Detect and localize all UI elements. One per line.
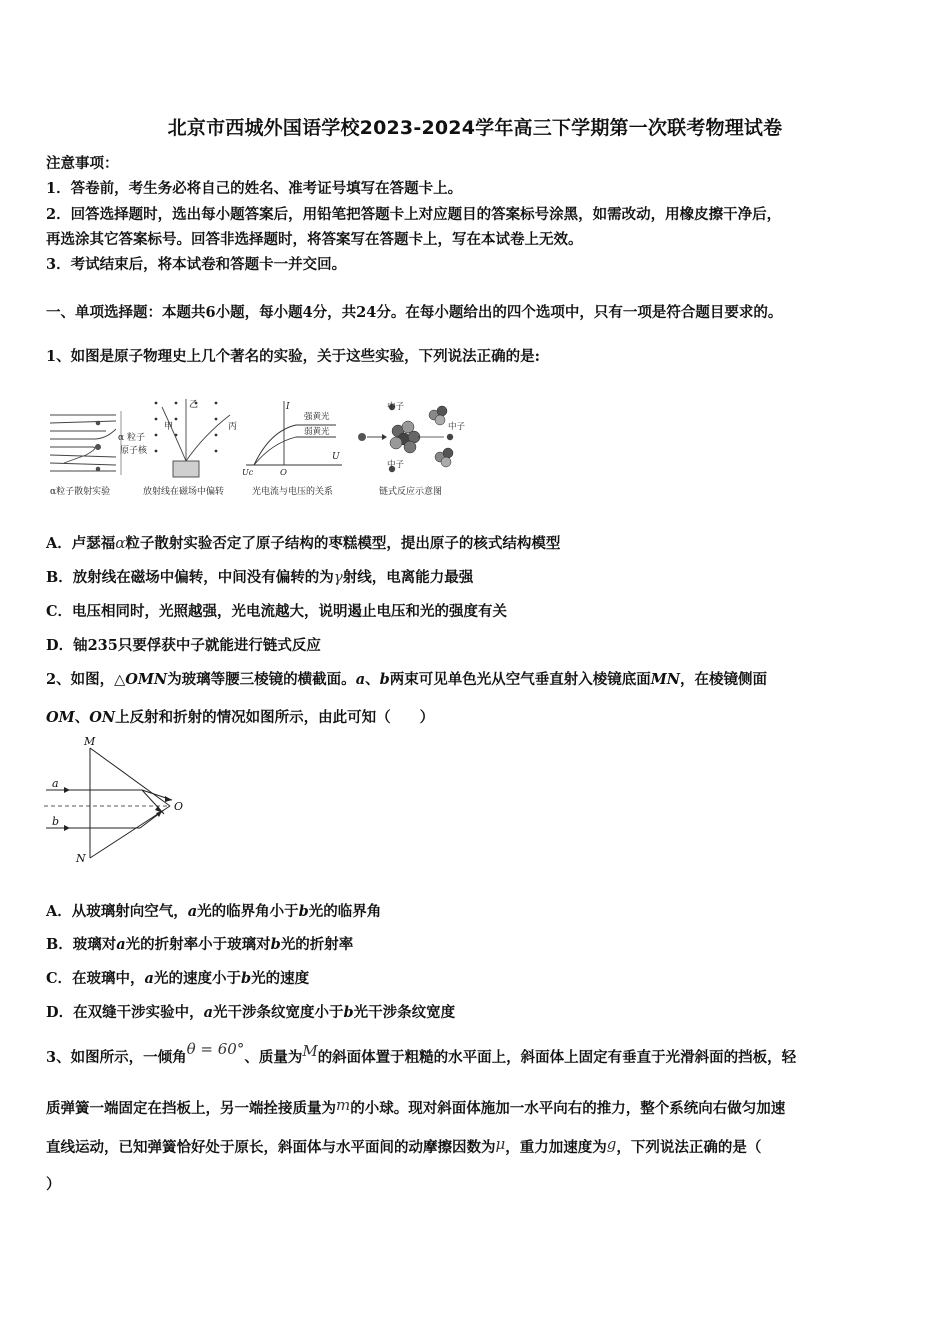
question-3-line4: ） <box>46 1176 61 1193</box>
q1-experiments-figure <box>46 393 476 505</box>
magnetic-deflection-diagram <box>155 399 230 477</box>
label-jia: 甲 <box>164 422 174 432</box>
label-neutron-top: 中子 <box>387 402 405 412</box>
caption-chain-reaction: 链式反应示意图 <box>379 487 443 497</box>
caption-magnetic-deflection: 放射线在磁场中偏转 <box>143 487 225 497</box>
mu-symbol: μ <box>495 1135 506 1153</box>
label-vertex-n: N <box>76 852 86 865</box>
page-title: 北京市西城外国语学校2023-2024学年高三下学期第一次联考物理试卷 <box>167 117 783 139</box>
gamma-symbol: γ <box>333 568 343 586</box>
question-2-stem-line2: OM、ON上反射和折射的情况如图所示，由此可知（ ） <box>46 709 435 726</box>
label-origin: O <box>280 468 287 478</box>
notice-item: 1．答卷前，考生务必将自己的姓名、准考证号填写在答题卡上。 <box>46 180 463 197</box>
question-3-line2: 质弹簧一端固定在挡板上，另一端拴接质量为m的小球。现对斜面体施加一水平向右的推力，整个系统向右做匀加速 <box>46 1096 786 1117</box>
label-vertex-m: M <box>84 735 96 748</box>
label-weak-light: 弱黄光 <box>304 427 330 437</box>
question-1-stem: 1、如图是原子物理史上几个著名的实验，关于这些实验，下列说法正确的是: <box>46 348 540 365</box>
chain-reaction-diagram <box>358 404 453 472</box>
q1-option-a: A．卢瑟福α粒子散射实验否定了原子结构的枣糕模型，提出原子的核式结构模型 <box>46 534 561 552</box>
question-3-line1: 3、如图所示，一倾角θ = 60°、质量为M的斜面体置于粗糙的水平面上，斜面体上固定有垂直于光滑斜面的挡板，轻 <box>46 1040 797 1066</box>
mass-m-symbol: m <box>336 1096 351 1114</box>
g-symbol: g <box>606 1135 617 1153</box>
q1-option-d: D．铀235只要俘获中子就能进行链式反应 <box>46 637 321 654</box>
notice-item: 再选涂其它答案标号。回答非选择题时，将答案写在答题卡上，写在本试卷上无效。 <box>46 231 583 248</box>
label-strong-light: 强黄光 <box>304 412 330 422</box>
q2-option-d: D．在双缝干涉实验中，a光干涉条纹宽度小于b光干涉条纹宽度 <box>46 1004 456 1021</box>
q2-prism-figure <box>44 734 194 866</box>
section-heading: 一、单项选择题：本题共6小题，每小题4分，共24分。在每小题给出的四个选项中，只有一项是符合题目要求的。 <box>46 304 783 321</box>
notice-item: 2．回答选择题时，选出每小题答案后，用铅笔把答题卡上对应题目的答案标号涂黑，如需改动，用橡皮擦干净后， <box>46 206 782 223</box>
label-stopping-voltage: Uc <box>242 468 254 477</box>
mass-M-symbol: M <box>302 1042 318 1060</box>
label-beam-b: b <box>52 815 60 828</box>
alpha-scattering-diagram <box>50 411 121 475</box>
label-bing: 丙 <box>228 422 238 432</box>
question-3-line3: 直线运动，已知弹簧恰好处于原长，斜面体与水平面间的动摩擦因数为μ，重力加速度为g，下列说法正确的是（ <box>46 1135 762 1156</box>
q2-option-c: C．在玻璃中，a光的速度小于b光的速度 <box>46 970 310 987</box>
label-nucleus: 原子核 <box>120 446 148 456</box>
question-2-stem-line1: 2、如图，△OMN为玻璃等腰三棱镜的横截面。a、b两束可见单色光从空气垂直射入棱镜底面MN，在棱镜侧面 <box>46 671 768 688</box>
theta-expression: θ = 60° <box>186 1040 245 1058</box>
alpha-symbol: α <box>115 534 126 552</box>
label-alpha-particle: α 粒子 <box>118 433 145 443</box>
label-neutron-bottom: 中子 <box>387 460 405 470</box>
q1-option-c: C．电压相同时，光照越强，光电流越大，说明遏止电压和光的强度有关 <box>46 603 508 620</box>
q2-option-b: B．玻璃对a光的折射率小于玻璃对b光的折射率 <box>46 936 354 953</box>
label-neutron-right: 中子 <box>448 422 466 432</box>
notice-item: 3．考试结束后，将本试卷和答题卡一并交回。 <box>46 256 347 273</box>
label-voltage-axis: U <box>332 452 340 462</box>
label-yi: 乙 <box>189 400 199 410</box>
q1-option-b: B．放射线在磁场中偏转，中间没有偏转的为γ射线，电离能力最强 <box>46 568 474 586</box>
q2-option-a: A．从玻璃射向空气，a光的临界角小于b光的临界角 <box>46 903 382 920</box>
label-beam-a: a <box>52 777 59 790</box>
caption-photocurrent: 光电流与电压的关系 <box>252 487 334 497</box>
label-vertex-o: O <box>174 800 184 813</box>
label-current-axis: I <box>286 402 290 412</box>
caption-alpha-scattering: α粒子散射实验 <box>50 487 111 497</box>
notice-heading: 注意事项： <box>46 155 119 172</box>
